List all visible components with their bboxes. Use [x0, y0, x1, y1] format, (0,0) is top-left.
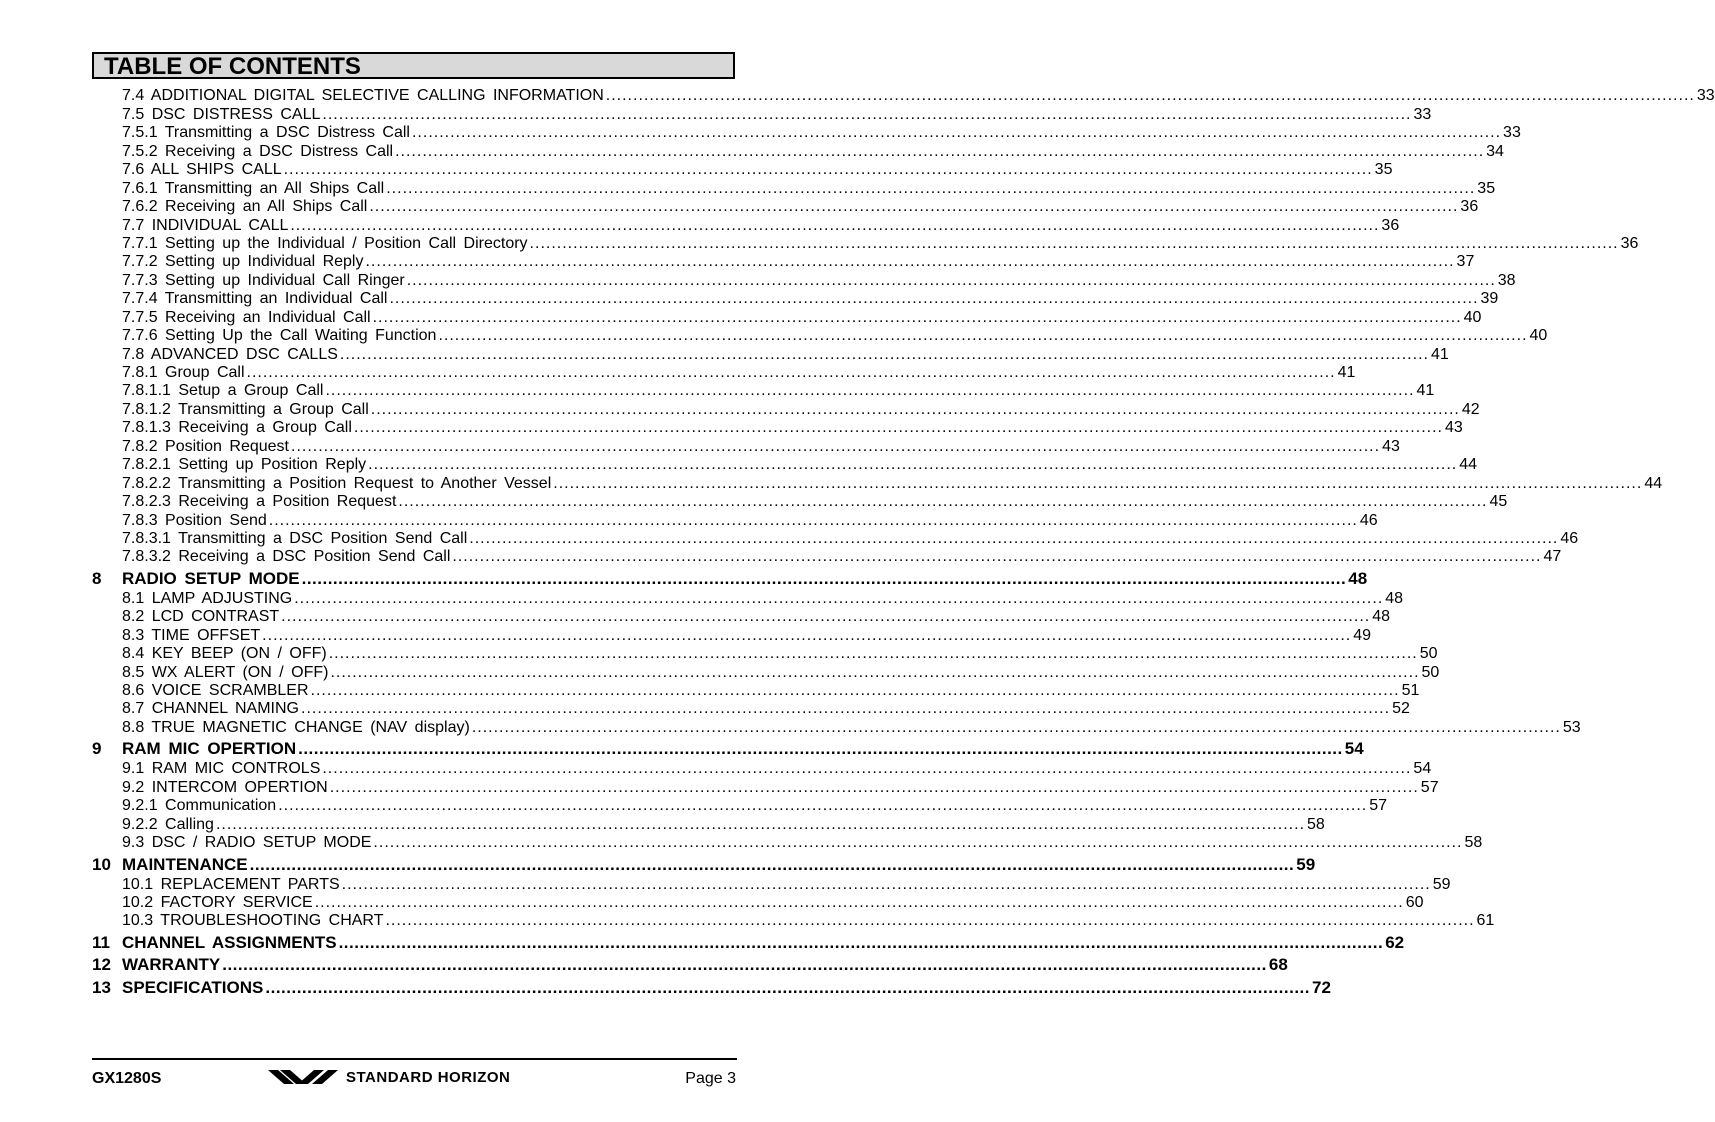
- toc-leader-dots: ........................................................................................................................................................................................................: [395, 142, 1485, 160]
- toc-leader-dots: ........................................................................................................................................................................................................: [339, 345, 1429, 363]
- toc-page-number: 45: [1489, 493, 1508, 511]
- toc-page-number: 33: [1696, 87, 1715, 105]
- toc-section-row: [92, 216, 1400, 234]
- toc-section-row: [92, 797, 1388, 815]
- toc-page-number: 33: [1413, 105, 1432, 123]
- toc-leader-dots: ........................................................................................................................................................................................................: [438, 327, 1528, 345]
- toc-leader-dots: ........................................................................................................................................................................................................: [386, 179, 1476, 197]
- toc-leader-dots: ........................................................................................................................................................................................................: [341, 875, 1431, 893]
- toc-entry-title: 7.6 ALL SHIPS CALL: [122, 161, 282, 179]
- toc-leader-dots: ........................................................................................................................................................................................................: [330, 663, 1420, 681]
- toc-page-number: 43: [1444, 419, 1463, 437]
- toc-section-row: [92, 87, 1715, 105]
- toc-page-number: 40: [1463, 308, 1482, 326]
- toc-page-number: 46: [1359, 511, 1378, 529]
- toc-page-number: 68: [1268, 955, 1288, 975]
- toc-leader-dots: ........................................................................................................................................................................................................: [249, 854, 1295, 874]
- toc-leader-dots: ........................................................................................................................................................................................................: [281, 608, 1371, 626]
- toc-section-row: [92, 548, 1562, 566]
- toc-leader-dots: ........................................................................................................................................................................................................: [328, 645, 1418, 663]
- toc-page-number: 72: [1312, 977, 1331, 997]
- toc-section-row: [92, 161, 1393, 179]
- toc-leader-dots: ........................................................................................................................................................................................................: [262, 626, 1352, 644]
- toc-leader-dots: ........................................................................................................................................................................................................: [553, 474, 1643, 492]
- toc-leader-dots: ........................................................................................................................................................................................................: [246, 364, 1336, 381]
- toc-leader-dots: ........................................................................................................................................................................................................: [322, 760, 1412, 778]
- toc-leader-dots: ........................................................................................................................................................................................................: [406, 271, 1496, 289]
- toc-page-number: 54: [1413, 760, 1432, 778]
- toc-page-number: 43: [1382, 437, 1400, 455]
- toc-leader-dots: ........................................................................................................................................................................................................: [283, 161, 1373, 179]
- toc-entry-title: 9.2.1 Communication: [122, 797, 277, 815]
- toc-section-row: [92, 912, 1495, 930]
- footer-model: GX1280S: [92, 1070, 162, 1087]
- toc-entry-title: 7.7 INDIVIDUAL CALL: [122, 216, 289, 234]
- brand-logo-icon: [268, 1068, 338, 1086]
- toc-page-number: 33: [1503, 124, 1521, 142]
- toc-section-row: [92, 834, 1483, 852]
- toc-entry-title: 7.7.5 Receiving an Individual Call: [122, 308, 371, 326]
- toc-section-row: [92, 626, 1372, 644]
- toc-section-row: [92, 815, 1325, 833]
- toc-page-number: 37: [1456, 253, 1475, 271]
- toc-entry-title: RADIO SETUP MODE: [122, 568, 300, 588]
- toc-page-number: 41: [1337, 364, 1356, 381]
- toc-leader-dots: ........................................................................................................................................................................................................: [314, 893, 1404, 911]
- toc-leader-dots: ........................................................................................................................................................................................................: [370, 400, 1460, 418]
- toc-chapter-number: 9: [92, 739, 102, 759]
- toc-section-row: [92, 234, 1639, 253]
- toc-leader-dots: ........................................................................................................................................................................................................: [369, 198, 1459, 216]
- toc-section-row: [92, 645, 1438, 663]
- toc-chapter-number: 11: [92, 932, 110, 952]
- toc-page-number: 41: [1416, 382, 1435, 400]
- toc-leader-dots: ........................................................................................................................................................................................................: [469, 529, 1559, 547]
- toc-entry-title: 7.7.1 Setting up the Individual / Position Call Directory: [122, 234, 528, 252]
- toc-leader-dots: ........................................................................................................................................................................................................: [294, 589, 1384, 607]
- toc-list: [92, 87, 1715, 998]
- toc-section-row: [92, 271, 1516, 289]
- toc-entry-title: 7.8.2.1 Setting up Position Reply: [122, 456, 367, 474]
- toc-entry-title: 7.7.6 Setting Up the Call Waiting Function: [122, 327, 437, 345]
- toc-entry-title: 7.5.2 Receiving a DSC Distress Call: [122, 142, 394, 160]
- toc-chapter-row: [92, 955, 1288, 975]
- toc-entry-title: 7.7.4 Transmitting an Individual Call: [122, 290, 388, 308]
- toc-entry-title: 7.6.1 Transmitting an All Ships Call: [122, 179, 385, 197]
- toc-entry-title: 7.4 ADDITIONAL DIGITAL SELECTIVE CALLING INFORMATION: [122, 87, 604, 105]
- toc-page-number: 36: [1460, 198, 1479, 216]
- toc-page-number: 58: [1464, 834, 1483, 852]
- toc-entry-title: 8.2 LCD CONTRAST: [122, 608, 280, 626]
- toc-leader-dots: ........................................................................................................................................................................................................: [298, 739, 1343, 759]
- toc-leader-dots: ........................................................................................................................................................................................................: [605, 87, 1695, 105]
- toc-chapter-number: 10: [92, 854, 111, 874]
- toc-section-row: [92, 718, 1581, 736]
- toc-section-row: [92, 142, 1504, 160]
- toc-section-row: [92, 589, 1404, 607]
- toc-section-row: [92, 290, 1499, 308]
- toc-page-number: 59: [1432, 875, 1451, 893]
- brand-name: STANDARD HORIZON: [346, 1068, 511, 1086]
- toc-chapter-row: [92, 932, 1405, 953]
- toc-entry-title: RAM MIC OPERTION: [122, 739, 297, 759]
- toc-leader-dots: ........................................................................................................................................................................................................: [265, 977, 1311, 997]
- toc-leader-dots: ........................................................................................................................................................................................................: [411, 124, 1502, 142]
- toc-leader-dots: ........................................................................................................................................................................................................: [398, 493, 1488, 511]
- toc-entry-title: MAINTENANCE: [122, 854, 248, 874]
- toc-page-number: 54: [1344, 739, 1364, 759]
- toc-page-number: 44: [1644, 474, 1663, 492]
- toc-chapter-number: 12: [92, 955, 111, 975]
- toc-section-row: [92, 474, 1663, 492]
- toc-page-number: 39: [1480, 290, 1499, 308]
- toc-leader-dots: ........................................................................................................................................................................................................: [529, 234, 1619, 252]
- toc-entry-title: 7.8.1.2 Transmitting a Group Call: [122, 400, 369, 418]
- toc-entry-title: 8.7 CHANNEL NAMING: [122, 700, 299, 718]
- toc-page-number: 48: [1348, 568, 1368, 588]
- toc-entry-title: 10.2 FACTORY SERVICE: [122, 893, 313, 911]
- toc-section-row: [92, 179, 1496, 197]
- toc-entry-title: 7.8 ADVANCED DSC CALLS: [122, 345, 338, 363]
- toc-entry-title: 7.7.2 Setting up Individual Reply: [122, 253, 364, 271]
- toc-leader-dots: ........................................................................................................................................................................................................: [310, 682, 1400, 699]
- toc-leader-dots: ........................................................................................................................................................................................................: [471, 718, 1561, 736]
- toc-leader-dots: ........................................................................................................................................................................................................: [373, 834, 1463, 852]
- toc-section-row: [92, 608, 1390, 626]
- toc-page-number: 46: [1560, 529, 1579, 547]
- toc-entry-title: 8.5 WX ALERT (ON / OFF): [122, 663, 329, 681]
- toc-chapter-number: 8: [92, 568, 102, 588]
- toc-section-row: [92, 308, 1482, 326]
- toc-chapter-row: [92, 739, 1364, 759]
- toc-page-number: 60: [1405, 893, 1424, 911]
- toc-section-row: [92, 345, 1449, 363]
- toc-section-row: [92, 682, 1420, 700]
- toc-entry-title: 7.8.3 Position Send: [122, 511, 267, 529]
- toc-page-number: 53: [1562, 718, 1581, 736]
- toc-leader-dots: ........................................................................................................................................................................................................: [215, 815, 1306, 833]
- toc-entry-title: 9.2.2 Calling: [122, 815, 214, 833]
- toc-entry-title: WARRANTY: [122, 955, 221, 975]
- toc-leader-dots: ........................................................................................................................................................................................................: [365, 253, 1455, 271]
- toc-page-number: 51: [1401, 682, 1420, 699]
- toc-section-row: [92, 124, 1521, 142]
- toc-section-row: [92, 253, 1475, 271]
- toc-entry-title: 7.8.3.1 Transmitting a DSC Position Send Call: [122, 529, 468, 547]
- toc-leader-dots: ........................................................................................................................................................................................................: [278, 797, 1368, 815]
- toc-section-row: [92, 437, 1400, 455]
- footer-brand: [268, 1068, 510, 1086]
- toc-leader-dots: ........................................................................................................................................................................................................: [372, 308, 1462, 326]
- toc-page-number: 48: [1372, 608, 1390, 626]
- toc-entry-title: 7.8.2.2 Transmitting a Position Request to Another Vessel: [122, 474, 552, 492]
- toc-entry-title: CHANNEL ASSIGNMENTS: [122, 932, 337, 952]
- toc-page-number: 48: [1385, 589, 1404, 607]
- toc-section-row: [92, 511, 1378, 529]
- toc-section-row: [92, 493, 1508, 511]
- toc-entry-title: 8.4 KEY BEEP (ON / OFF): [122, 645, 327, 663]
- toc-section-row: [92, 198, 1479, 216]
- toc-entry-title: 9.3 DSC / RADIO SETUP MODE: [122, 834, 372, 852]
- toc-entry-title: 8.1 LAMP ADJUSTING: [122, 589, 293, 607]
- toc-section-row: [92, 700, 1410, 718]
- toc-page-number: 35: [1374, 161, 1393, 179]
- toc-section-row: [92, 364, 1356, 382]
- toc-leader-dots: ........................................................................................................................................................................................................: [291, 437, 1381, 455]
- toc-page-number: 34: [1486, 142, 1504, 160]
- page-number: Page 3: [685, 1070, 736, 1087]
- toc-section-row: [92, 760, 1432, 778]
- toc-entry-title: 7.5 DSC DISTRESS CALL: [122, 105, 321, 123]
- toc-entry-title: 10.3 TROUBLESHOOTING CHART: [122, 912, 384, 930]
- toc-entry-title: 9.1 RAM MIC CONTROLS: [122, 760, 321, 778]
- toc-entry-title: 7.8.2 Position Request: [122, 437, 289, 455]
- toc-section-row: [92, 663, 1440, 681]
- page-title: TABLE OF CONTENTS: [92, 52, 735, 79]
- toc-leader-dots: ........................................................................................................................................................................................................: [290, 216, 1380, 234]
- toc-section-row: [92, 105, 1432, 123]
- toc-page-number: 50: [1419, 645, 1438, 663]
- toc-leader-dots: ........................................................................................................................................................................................................: [322, 105, 1412, 123]
- toc-leader-dots: ........................................................................................................................................................................................................: [222, 955, 1267, 975]
- toc-page-number: 58: [1307, 815, 1325, 833]
- toc-chapter-row: [92, 977, 1331, 998]
- toc-entry-title: 8.6 VOICE SCRAMBLER: [122, 682, 309, 699]
- toc-entry-title: 7.5.1 Transmitting a DSC Distress Call: [122, 124, 410, 142]
- toc-entry-title: 7.8.1.3 Receiving a Group Call: [122, 419, 352, 437]
- toc-page-number: 42: [1461, 400, 1480, 418]
- toc-page-number: 40: [1529, 327, 1548, 345]
- toc-leader-dots: ........................................................................................................................................................................................................: [385, 912, 1475, 930]
- toc-entry-title: 10.1 REPLACEMENT PARTS: [122, 875, 340, 893]
- footer-divider: [92, 1058, 737, 1060]
- toc-leader-dots: ........................................................................................................................................................................................................: [389, 290, 1479, 308]
- toc-section-row: [92, 419, 1463, 437]
- toc-page-number: 36: [1381, 216, 1400, 234]
- toc-entry-title: SPECIFICATIONS: [122, 977, 264, 997]
- toc-leader-dots: ........................................................................................................................................................................................................: [268, 511, 1358, 529]
- toc-page-number: 47: [1543, 548, 1562, 566]
- toc-leader-dots: ........................................................................................................................................................................................................: [452, 548, 1542, 566]
- toc-leader-dots: ........................................................................................................................................................................................................: [301, 700, 1391, 718]
- toc-entry-title: 7.8.1.1 Setup a Group Call: [122, 382, 324, 400]
- toc-entry-title: 7.8.2.3 Receiving a Position Request: [122, 493, 397, 511]
- toc-section-row: [92, 875, 1451, 893]
- toc-page-number: 50: [1421, 663, 1440, 681]
- toc-chapter-number: 13: [92, 977, 111, 997]
- toc-page-number: 52: [1392, 700, 1410, 718]
- toc-section-row: [92, 400, 1480, 418]
- toc-chapter-row: [92, 854, 1316, 875]
- toc-entry-title: 7.8.3.2 Receiving a DSC Position Send Call: [122, 548, 451, 566]
- toc-page-number: 62: [1385, 932, 1405, 952]
- toc-page-number: 41: [1430, 345, 1449, 363]
- toc-section-row: [92, 382, 1435, 400]
- toc-section-row: [92, 893, 1424, 912]
- toc-entry-title: 7.7.3 Setting up Individual Call Ringer: [122, 271, 405, 289]
- toc-section-row: [92, 456, 1478, 474]
- toc-leader-dots: ........................................................................................................................................................................................................: [368, 456, 1458, 474]
- toc-entry-title: 7.6.2 Receiving an All Ships Call: [122, 198, 368, 216]
- toc-page-number: 57: [1420, 778, 1439, 796]
- toc-entry-title: 7.8.1 Group Call: [122, 364, 245, 381]
- toc-leader-dots: ........................................................................................................................................................................................................: [325, 382, 1415, 400]
- toc-section-row: [92, 529, 1579, 548]
- toc-leader-dots: ........................................................................................................................................................................................................: [329, 778, 1419, 796]
- toc-section-row: [92, 327, 1548, 345]
- toc-page-number: 49: [1353, 626, 1372, 644]
- toc-page-number: 61: [1476, 912, 1495, 930]
- toc-page-number: 44: [1459, 456, 1478, 474]
- toc-page-number: 59: [1296, 854, 1316, 874]
- toc-page-number: 36: [1620, 234, 1639, 252]
- toc-leader-dots: ........................................................................................................................................................................................................: [338, 932, 1384, 952]
- toc-leader-dots: ........................................................................................................................................................................................................: [301, 568, 1347, 588]
- toc-entry-title: 9.2 INTERCOM OPERTION: [122, 778, 328, 796]
- toc-entry-title: 8.8 TRUE MAGNETIC CHANGE (NAV display): [122, 718, 470, 736]
- toc-chapter-row: [92, 568, 1368, 589]
- toc-page-number: 57: [1369, 797, 1388, 815]
- toc-entry-title: 8.3 TIME OFFSET: [122, 626, 261, 644]
- toc-section-row: [92, 778, 1439, 796]
- toc-leader-dots: ........................................................................................................................................................................................................: [353, 419, 1443, 437]
- toc-page-number: 38: [1497, 271, 1516, 289]
- toc-page-number: 35: [1477, 179, 1496, 197]
